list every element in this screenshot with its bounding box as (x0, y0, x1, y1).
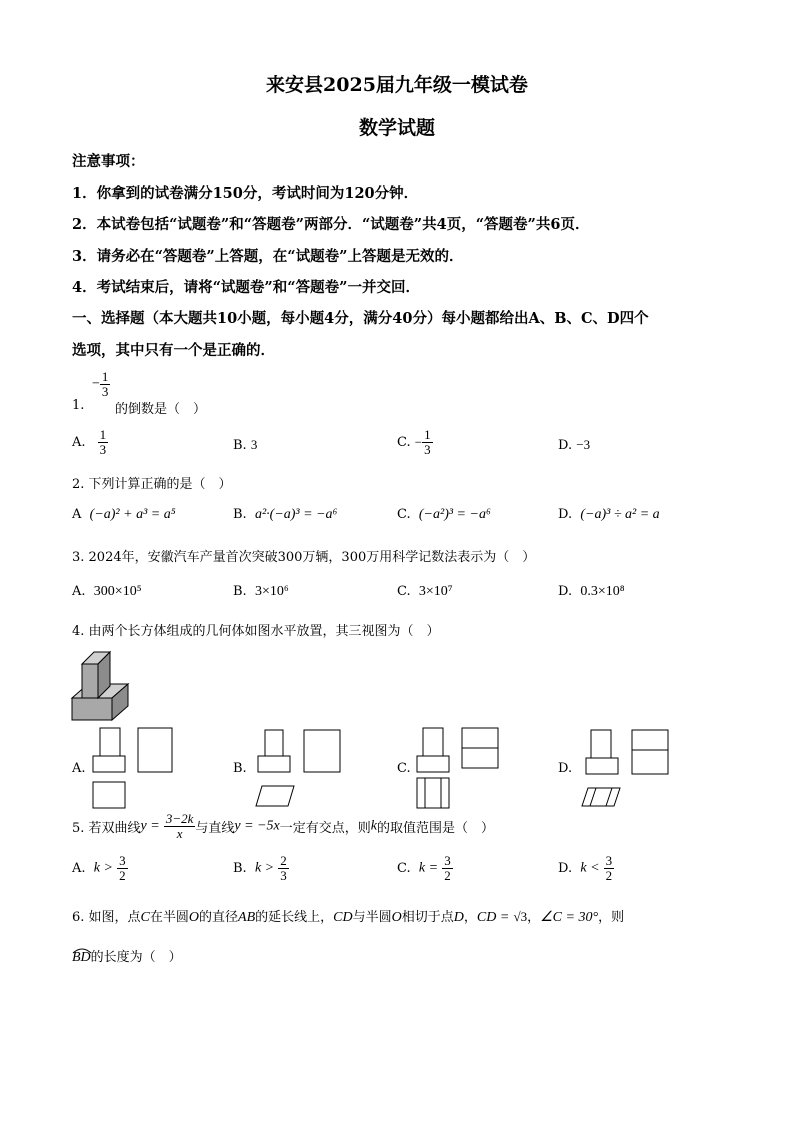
q3-option-c[interactable]: C. 3×10⁷ (397, 584, 453, 599)
page-subtitle: 数学试题 (358, 117, 435, 139)
q6-stem-line2: BD 的长度为（ ） (72, 950, 182, 965)
q4-option-b-label[interactable]: B. (233, 761, 247, 776)
q2-option-b[interactable]: B. a²·(−a)³ = −a⁶ (233, 507, 338, 522)
note-item-2: 2．本试卷包括“试题卷”和“答题卷”两部分．“试题卷”共4页，“答题卷”共6页． (72, 216, 590, 233)
q1-option-b[interactable]: B. 3 (233, 437, 258, 453)
q3-option-b[interactable]: B. 3×10⁶ (233, 584, 289, 599)
q4-option-c-views[interactable] (416, 724, 506, 810)
section-heading-line1: 一、选择题（本大题共10小题，每小题4分，满分40分）每小题都给出A、B、C、D四个 (72, 310, 649, 327)
q5-option-a[interactable]: A. k > $\frac{3}{2}$ (72, 853, 126, 883)
q5-option-b[interactable]: B. k > $\frac{2}{3}$ (233, 853, 287, 883)
q5-option-d[interactable]: D. k < $\frac{3}{2}$ (558, 853, 613, 883)
q3-stem: 3. 2024年，安徽汽车产量首次突破300万辆，300万用科学记数法表示为（ ） (72, 550, 536, 565)
q4-option-c-label[interactable]: C. (397, 761, 411, 776)
notes-heading: 注意事项： (72, 153, 145, 170)
q2-option-a[interactable]: A (−a)² + a³ = a⁵ (72, 507, 176, 522)
q4-option-a-views[interactable] (92, 724, 182, 810)
q3-option-d[interactable]: D. 0.3×10⁸ (558, 584, 625, 599)
q5-stem: 5. 若双曲线y = $\frac{3-2k}{x}$ 与直线y = −5x一定有交点，则k的取值范围是（ ） (72, 811, 494, 841)
q1-option-a[interactable]: A. $\frac{1}{3}$ (72, 427, 107, 457)
q2-option-c[interactable]: C. (−a²)³ = −a⁶ (397, 507, 491, 522)
section-heading-line2: 选项，其中只有一个是正确的． (72, 342, 275, 359)
q2-stem: 2. 下列计算正确的是（ ） (72, 477, 232, 492)
q6-arc-bd: BD (72, 950, 91, 965)
q4-option-a-label[interactable]: A. (72, 761, 86, 776)
q1-stem: 的倒数是（ ） (115, 402, 207, 417)
note-item-4: 4．考试结束后，请将“试题卷”和“答题卷”一并交回． (72, 279, 420, 296)
note-item-3: 3．请务必在“答题卷”上答题，在“试题卷”上答题是无效的． (72, 248, 464, 265)
q4-option-d-label[interactable]: D. (558, 761, 573, 776)
q1-option-d[interactable]: D. −3 (558, 437, 591, 453)
q6-stem-line1: 6. 如图，点C在半圆O的直径AB的延长线上，CD与半圆O相切于点D，CD = √3，∠C = 30°，则 (72, 909, 625, 925)
q1-number: 1. (72, 398, 85, 413)
q4-option-b-views[interactable] (254, 724, 344, 810)
q5-option-c[interactable]: C. k = $\frac{3}{2}$ (397, 853, 451, 883)
q4-solid-figure (70, 646, 132, 724)
q3-option-a[interactable]: A. 300×10⁵ (72, 584, 142, 599)
q4-option-d-views[interactable] (576, 724, 676, 810)
q1-option-c[interactable]: C. − $\frac{1}{3}$ (397, 427, 431, 457)
q4-stem: 4. 由两个长方体组成的几何体如图水平放置，其三视图为（ ） (72, 624, 440, 639)
q1-stem-fraction: − $\frac{1}{3}$ (92, 369, 109, 399)
note-item-1: 1．你拿到的试卷满分150分，考试时间为120分钟． (72, 185, 419, 202)
q2-option-d[interactable]: D. (−a)³ ÷ a² = a (558, 507, 660, 522)
page-title: 来安县2025届九年级一模试卷 (266, 74, 528, 96)
